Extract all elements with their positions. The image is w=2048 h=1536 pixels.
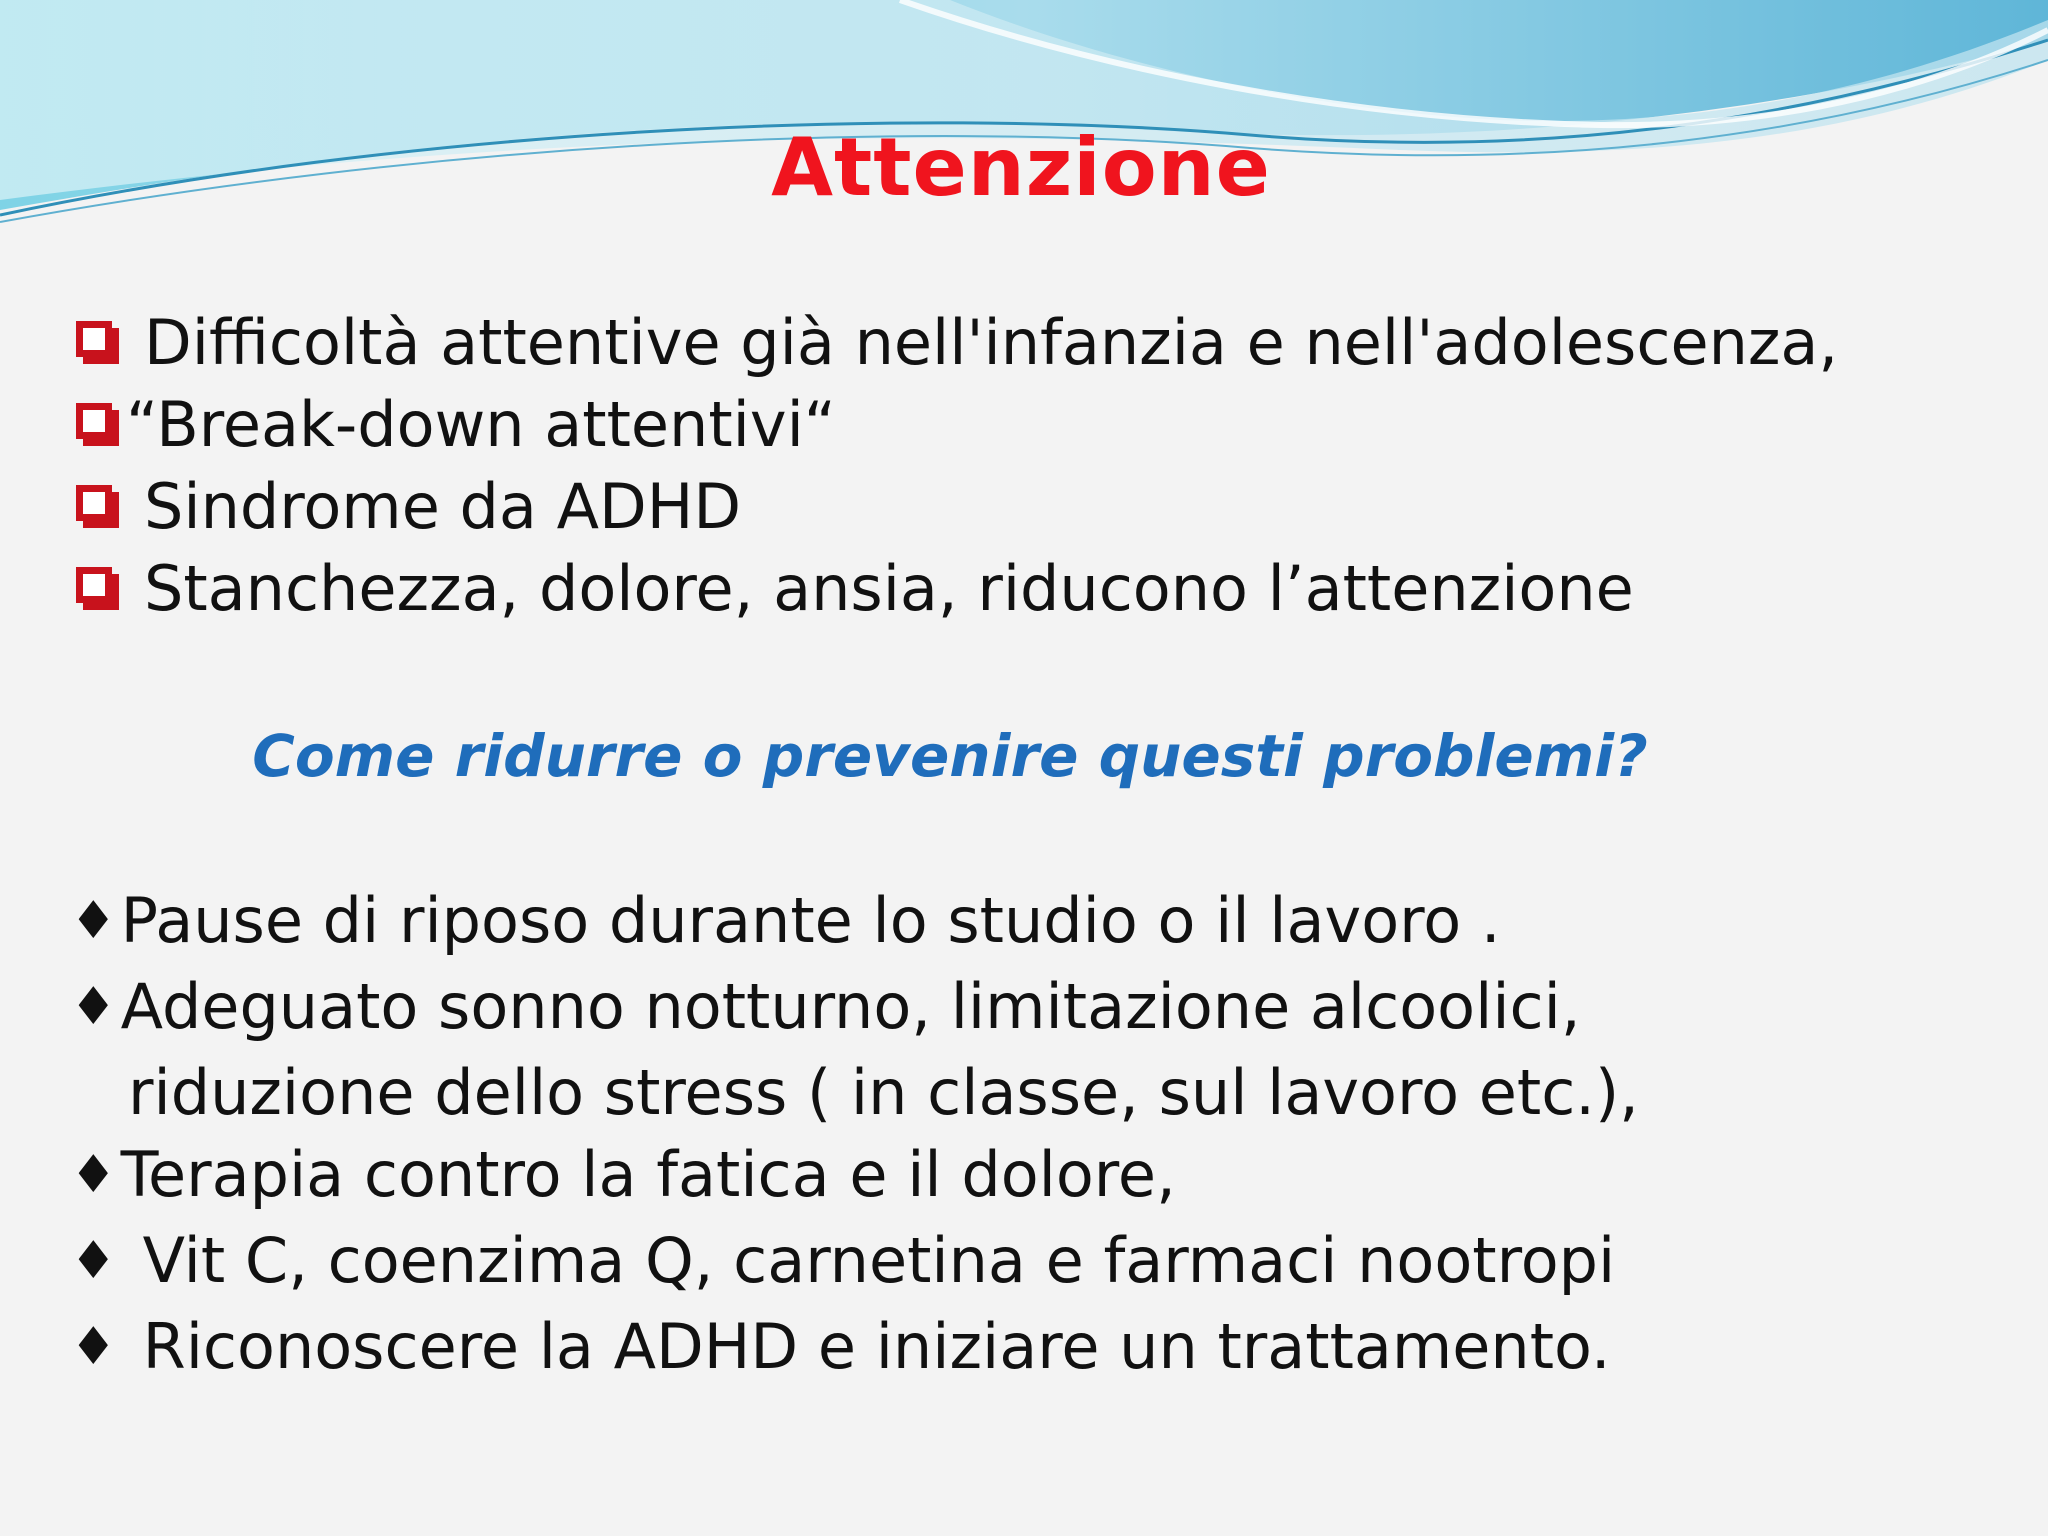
diamond-bullet-icon: ♦ bbox=[70, 891, 117, 951]
list-item-text: Stanchezza, dolore, ansia, riducono l’attenzione bbox=[144, 552, 1634, 625]
checkbox-bullet-icon bbox=[76, 403, 112, 439]
slide-title: Attenzione bbox=[771, 121, 1271, 214]
checkbox-bullet-icon bbox=[76, 567, 112, 603]
diamond-bullet-icon: ♦ bbox=[70, 1317, 117, 1377]
list-item bbox=[70, 1306, 2030, 1392]
list-item bbox=[72, 548, 2032, 630]
list-item-text: Pause di riposo durante lo studio o il lavoro . bbox=[120, 884, 1501, 957]
remedies-list bbox=[70, 880, 2030, 1392]
checkbox-bullet-icon bbox=[76, 321, 112, 357]
list-item bbox=[70, 1220, 2030, 1306]
list-item bbox=[72, 466, 2032, 548]
list-item-text: Sindrome da ADHD bbox=[144, 470, 742, 543]
question-heading: Come ridurre o prevenire questi problemi? bbox=[252, 722, 1648, 790]
list-item-text: Riconoscere la ADHD e iniziare un trattamento. bbox=[142, 1310, 1611, 1383]
list-item bbox=[72, 384, 2032, 466]
list-item-continuation: riduzione dello stress ( in classe, sul lavoro etc.), bbox=[128, 1056, 1639, 1129]
list-item-text: Vit C, coenzima Q, carnetina e farmaci nootropi bbox=[142, 1224, 1616, 1297]
list-item bbox=[70, 880, 2030, 966]
checkbox-bullet-icon bbox=[76, 485, 112, 521]
list-item-text: “Break-down attentivi“ bbox=[126, 388, 836, 461]
list-item-text: Terapia contro la fatica e il dolore, bbox=[120, 1138, 1176, 1211]
list-item bbox=[72, 302, 2032, 384]
diamond-bullet-icon: ♦ bbox=[70, 1145, 117, 1205]
list-item bbox=[70, 1134, 2030, 1220]
list-item-text: Difficoltà attentive già nell'infanzia e nell'adolescenza, bbox=[144, 306, 1839, 379]
diamond-bullet-icon: ♦ bbox=[70, 1231, 117, 1291]
list-item-text: Adeguato sonno notturno, limitazione alcoolici, bbox=[120, 970, 1581, 1043]
problems-list bbox=[72, 302, 2032, 630]
diamond-bullet-icon: ♦ bbox=[70, 977, 117, 1037]
list-item bbox=[70, 966, 2030, 1134]
